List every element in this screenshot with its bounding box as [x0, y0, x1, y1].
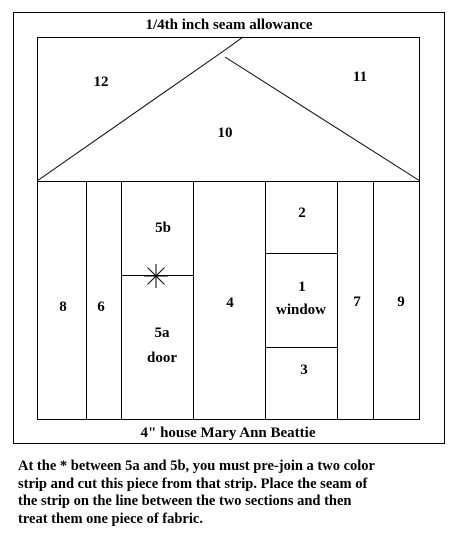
seam-allowance-title: 1/4th inch seam allowance: [145, 17, 313, 33]
piece-label-4: 4: [226, 295, 234, 311]
piece-label-7: 7: [353, 294, 361, 310]
piece-label-window: window: [275, 302, 327, 318]
roof-left-slope-extension: [225, 37, 243, 50]
roof-right-slope: [225, 57, 420, 181]
instruction-line: treat them one piece of fabric.: [18, 510, 203, 527]
roof-left-slope: [37, 50, 225, 181]
asterisk-marker: [144, 264, 168, 288]
piece-label-12: 12: [93, 74, 109, 90]
piece-label-9: 9: [397, 294, 405, 310]
instruction-line: strip and cut this piece from that strip. Place the seam of: [18, 475, 368, 492]
piece-label-6: 6: [97, 299, 105, 315]
piece-label-2: 2: [298, 205, 306, 221]
piece-label-5a: 5a: [154, 325, 170, 341]
block-caption: 4" house Mary Ann Beattie: [140, 425, 316, 441]
piece-label-door: door: [147, 350, 177, 366]
block-outline: [38, 38, 420, 420]
piece-label-5b: 5b: [155, 220, 171, 236]
piece-label-1: 1: [298, 279, 306, 295]
piece-label-10: 10: [217, 125, 233, 141]
pre-join-instructions: [18, 458, 443, 528]
piece-label-11: 11: [352, 69, 368, 85]
piece-label-8: 8: [59, 299, 67, 315]
instruction-line: the strip on the line between the two sections and then: [18, 493, 352, 509]
piece-label-3: 3: [300, 362, 308, 378]
instruction-line: At the * between 5a and 5b, you must pre-join a two color: [18, 458, 375, 474]
seam-allowance-border: [14, 13, 445, 444]
